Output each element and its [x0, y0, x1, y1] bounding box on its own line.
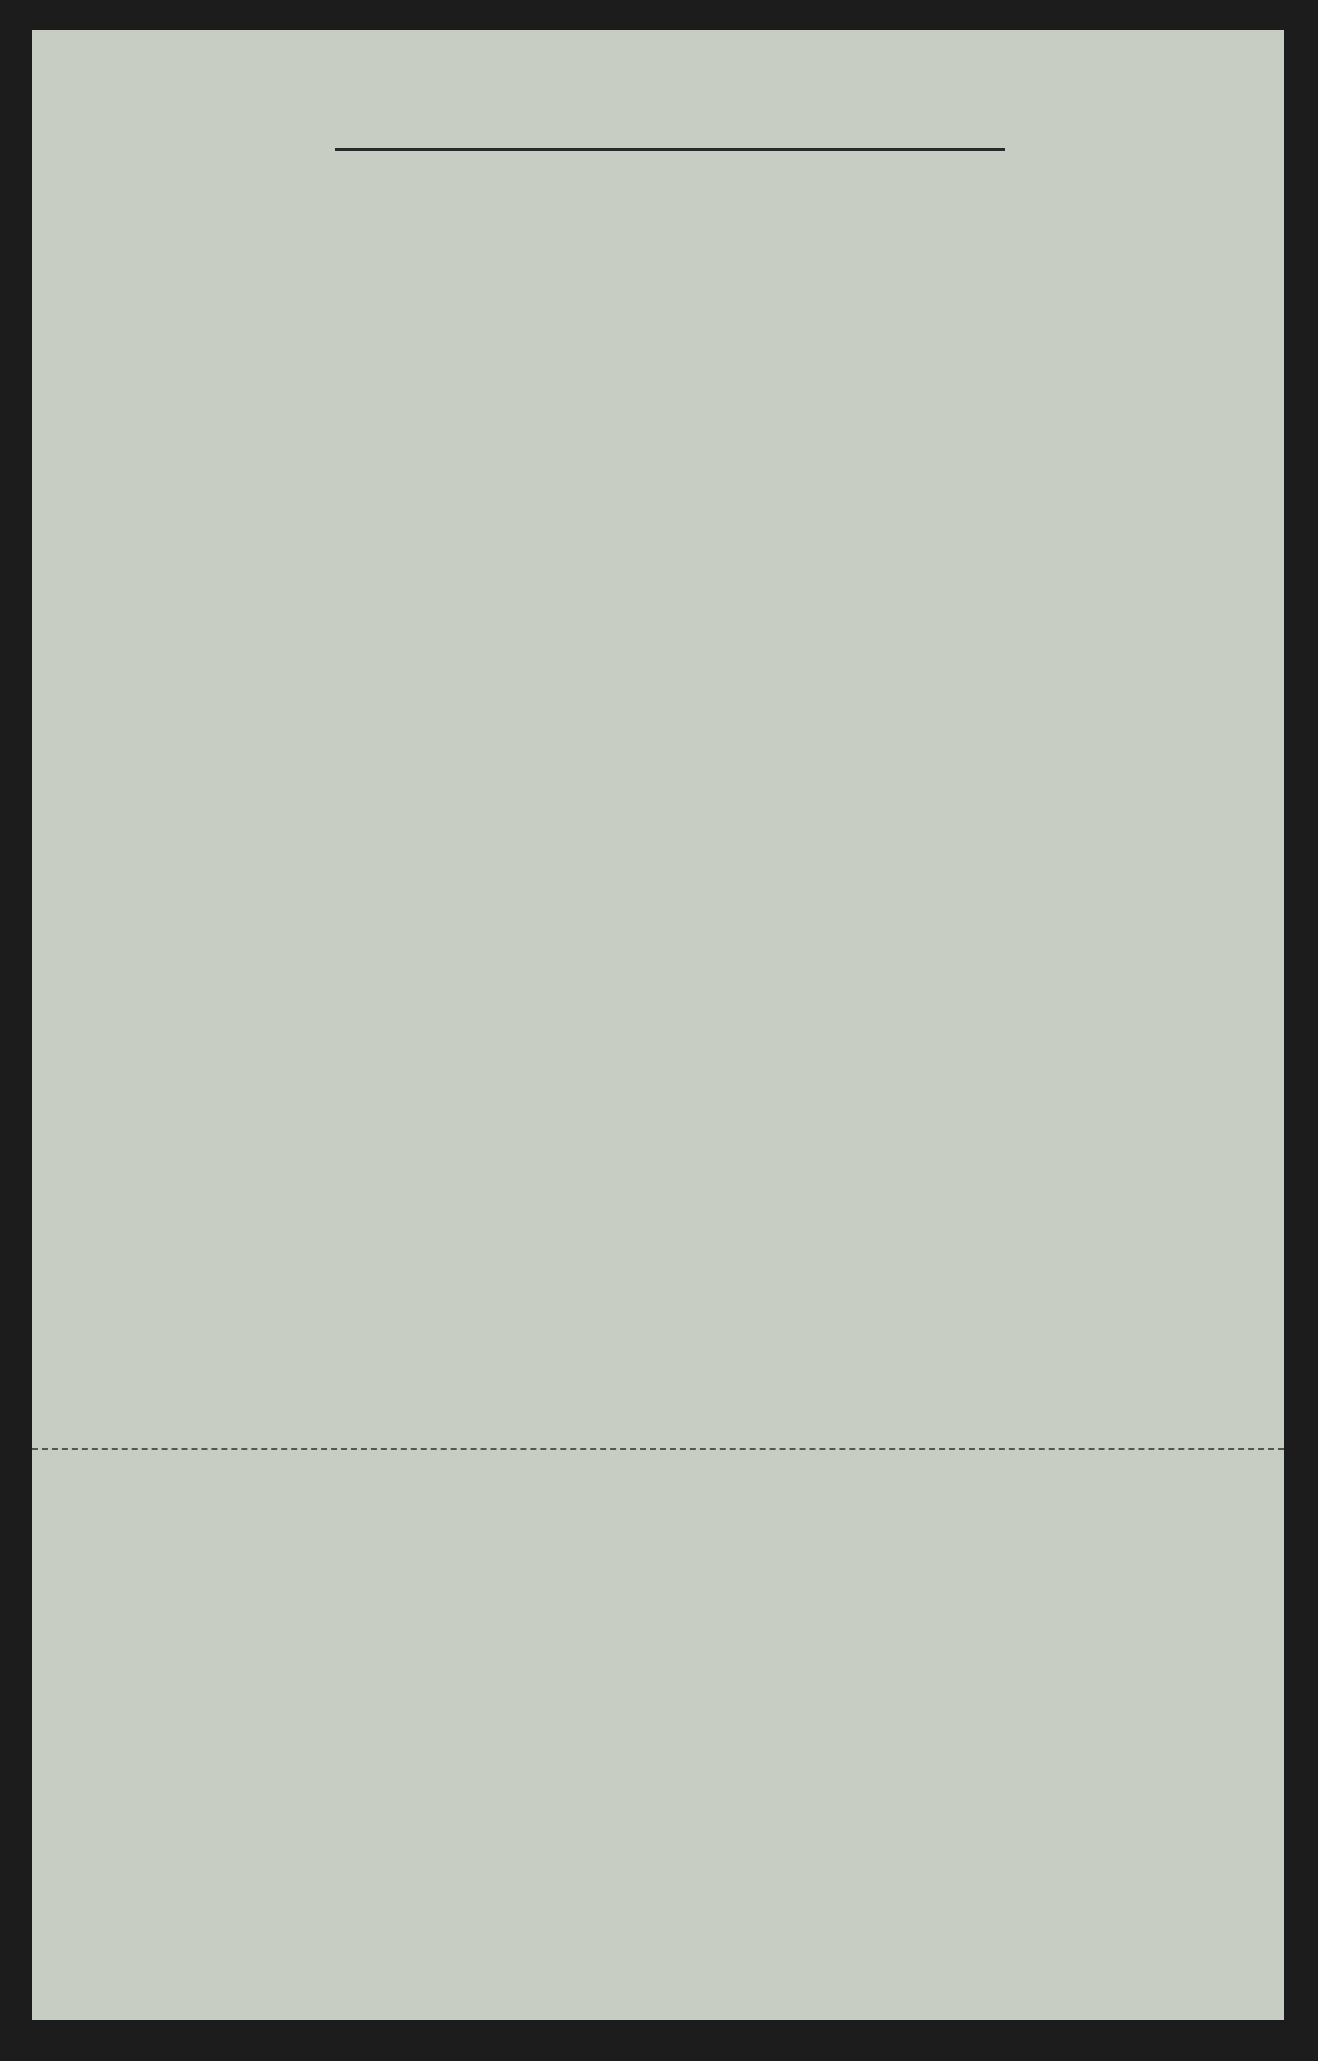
tear-line — [32, 1448, 1284, 1450]
title-underline — [335, 148, 1005, 151]
form-sheet — [32, 30, 1284, 2020]
